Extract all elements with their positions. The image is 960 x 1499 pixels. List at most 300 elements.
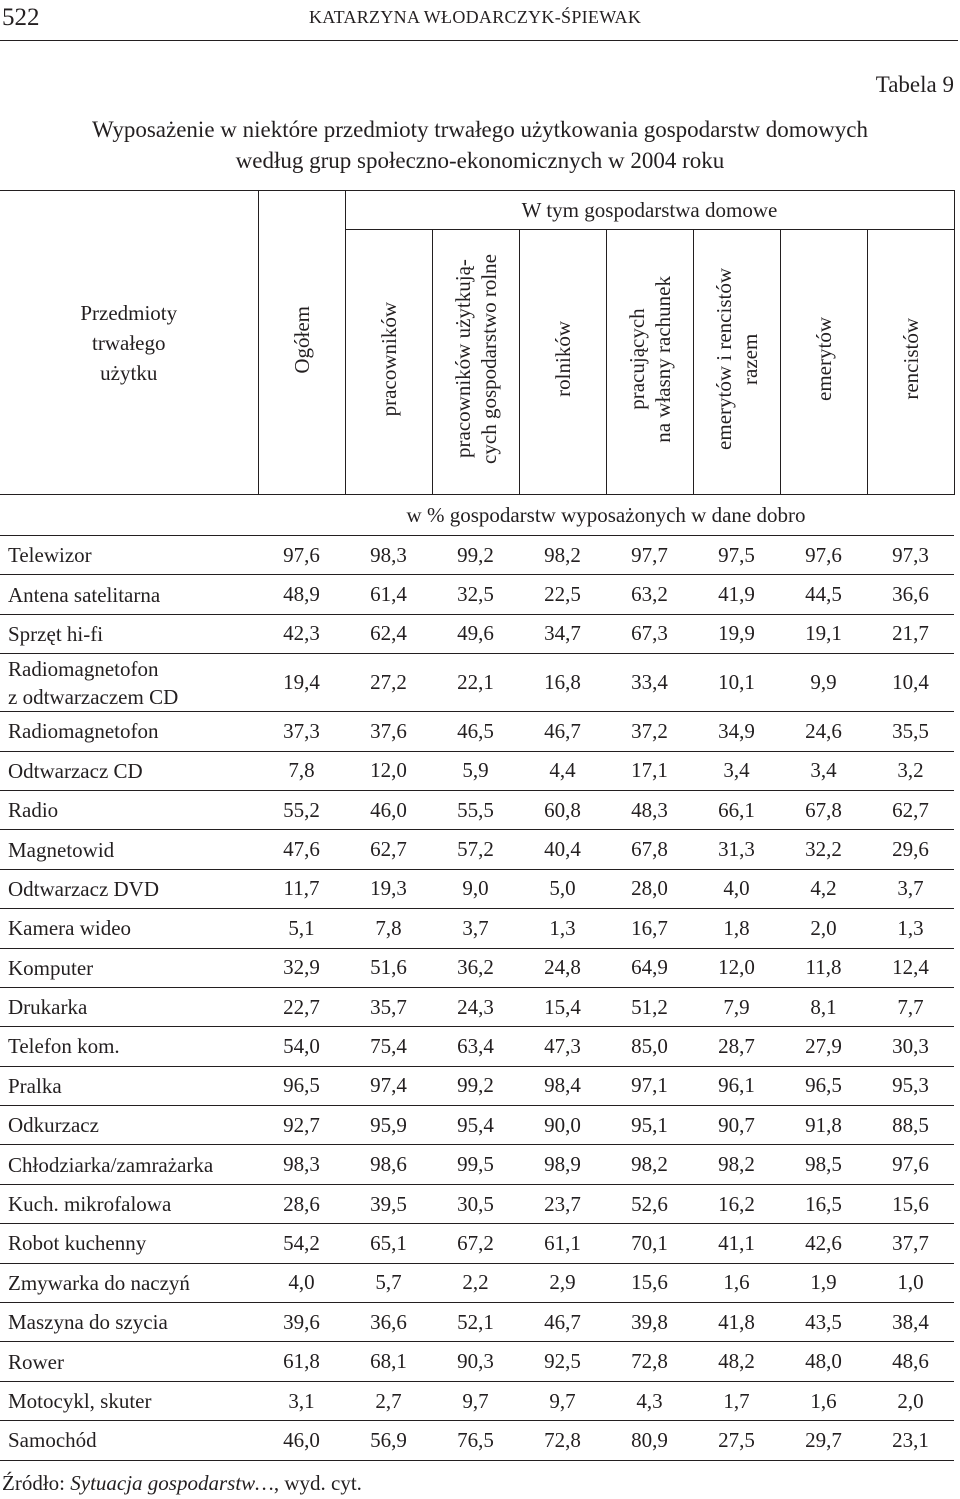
- value-cell: 7,8: [258, 751, 345, 790]
- value-cell: 47,6: [258, 830, 345, 869]
- table-row: [0, 712, 954, 751]
- value-cell: 22,5: [519, 575, 606, 614]
- row-label: [0, 1027, 258, 1066]
- value-cell: 5,9: [432, 751, 519, 790]
- column-header: [693, 230, 780, 495]
- value-cell: 55,5: [432, 790, 519, 829]
- value-cell: 15,4: [519, 987, 606, 1026]
- value-cell: 5,7: [345, 1263, 432, 1302]
- value-cell: 98,3: [258, 1145, 345, 1184]
- value-cell: 99,2: [432, 1066, 519, 1105]
- value-cell: 97,7: [606, 536, 693, 575]
- row-label-line: Komputer: [8, 955, 94, 980]
- row-label: [0, 1342, 258, 1381]
- table-row: [0, 1184, 954, 1223]
- value-cell: 48,9: [258, 575, 345, 614]
- row-label: [0, 1263, 258, 1302]
- value-cell: 1,6: [780, 1381, 867, 1420]
- value-cell: 51,2: [606, 987, 693, 1026]
- value-cell: 36,2: [432, 948, 519, 987]
- value-cell: 19,3: [345, 869, 432, 908]
- value-cell: 2,0: [867, 1381, 954, 1420]
- value-cell: 65,1: [345, 1224, 432, 1263]
- row-header-line: trwałego: [92, 330, 166, 355]
- row-label-line: Chłodziarka/zamrażarka: [8, 1152, 214, 1177]
- value-cell: 46,0: [345, 790, 432, 829]
- value-cell: 12,0: [345, 751, 432, 790]
- running-head-author: KATARZYNA WŁODARCZYK-ŚPIEWAK: [309, 7, 642, 27]
- column-header-line: emerytów i rencistów: [711, 268, 736, 450]
- value-cell: 9,9: [780, 654, 867, 712]
- column-header: [867, 230, 954, 495]
- value-cell: 39,6: [258, 1303, 345, 1342]
- value-cell: 70,1: [606, 1224, 693, 1263]
- row-header-cell: [0, 191, 258, 495]
- page-number: 522: [2, 4, 40, 31]
- row-label-line: Kuch. mikrofalowa: [8, 1192, 172, 1217]
- table-row: [0, 1066, 954, 1105]
- row-label: [0, 1224, 258, 1263]
- value-cell: 51,6: [345, 948, 432, 987]
- value-cell: 10,4: [867, 654, 954, 712]
- value-cell: 63,4: [432, 1027, 519, 1066]
- value-cell: 10,1: [693, 654, 780, 712]
- value-cell: 36,6: [345, 1303, 432, 1342]
- value-cell: 34,7: [519, 614, 606, 653]
- column-header-line: pracowników użytkują-: [450, 259, 475, 459]
- value-cell: 30,3: [867, 1027, 954, 1066]
- value-cell: 7,9: [693, 987, 780, 1026]
- value-cell: 19,1: [780, 614, 867, 653]
- value-cell: 35,7: [345, 987, 432, 1026]
- table-row: [0, 1106, 954, 1145]
- value-cell: 88,5: [867, 1106, 954, 1145]
- value-cell: 97,6: [258, 536, 345, 575]
- value-cell: 60,8: [519, 790, 606, 829]
- value-cell: 62,7: [867, 790, 954, 829]
- value-cell: 91,8: [780, 1106, 867, 1145]
- column-header-text: [450, 254, 502, 464]
- table-row: [0, 1027, 954, 1066]
- value-cell: 98,4: [519, 1066, 606, 1105]
- unit-spacer-cell: [0, 495, 258, 536]
- value-cell: 23,7: [519, 1184, 606, 1223]
- column-header: [606, 230, 693, 495]
- column-header-line: rolników: [550, 321, 575, 397]
- value-cell: 98,2: [606, 1145, 693, 1184]
- value-cell: 66,1: [693, 790, 780, 829]
- column-header-overall: [258, 191, 345, 495]
- row-label-line: Odkurzacz: [8, 1113, 99, 1138]
- row-label-line: Radio: [8, 798, 59, 823]
- value-cell: 23,1: [867, 1421, 954, 1460]
- value-cell: 97,6: [867, 1145, 954, 1184]
- value-cell: 12,4: [867, 948, 954, 987]
- value-cell: 67,3: [606, 614, 693, 653]
- value-cell: 41,1: [693, 1224, 780, 1263]
- value-cell: 96,5: [780, 1066, 867, 1105]
- value-cell: 92,5: [519, 1342, 606, 1381]
- value-cell: 39,5: [345, 1184, 432, 1223]
- value-cell: 67,2: [432, 1224, 519, 1263]
- value-cell: 9,7: [519, 1381, 606, 1420]
- value-cell: 56,9: [345, 1421, 432, 1460]
- value-cell: 35,5: [867, 712, 954, 751]
- value-cell: 46,7: [519, 712, 606, 751]
- value-cell: 95,3: [867, 1066, 954, 1105]
- row-label: [0, 1145, 258, 1184]
- row-label: [0, 614, 258, 653]
- column-header-text: [550, 321, 576, 397]
- table-row: [0, 1145, 954, 1184]
- value-cell: 76,5: [432, 1421, 519, 1460]
- value-cell: 96,1: [693, 1066, 780, 1105]
- value-cell: 37,6: [345, 712, 432, 751]
- value-cell: 46,7: [519, 1303, 606, 1342]
- value-cell: 5,1: [258, 909, 345, 948]
- column-header: [519, 230, 606, 495]
- value-cell: 19,4: [258, 654, 345, 712]
- table-row: [0, 1224, 954, 1263]
- row-label-line: Maszyna do szycia: [8, 1310, 168, 1335]
- value-cell: 7,8: [345, 909, 432, 948]
- value-cell: 28,7: [693, 1027, 780, 1066]
- value-cell: 97,6: [780, 536, 867, 575]
- value-cell: 15,6: [867, 1184, 954, 1223]
- table-row: [0, 948, 954, 987]
- value-cell: 46,0: [258, 1421, 345, 1460]
- value-cell: 2,7: [345, 1381, 432, 1420]
- row-label-line: Odtwarzacz DVD: [8, 876, 160, 901]
- value-cell: 27,2: [345, 654, 432, 712]
- value-cell: 67,8: [780, 790, 867, 829]
- column-header-line: cych gospodarstwo rolne: [476, 254, 501, 464]
- column-header: [432, 230, 519, 495]
- row-label-line: Odtwarzacz CD: [8, 758, 143, 783]
- value-cell: 43,5: [780, 1303, 867, 1342]
- value-cell: 21,7: [867, 614, 954, 653]
- value-cell: 2,2: [432, 1263, 519, 1302]
- value-cell: 75,4: [345, 1027, 432, 1066]
- value-cell: 98,2: [519, 536, 606, 575]
- value-cell: 16,7: [606, 909, 693, 948]
- value-cell: 3,4: [780, 751, 867, 790]
- value-cell: 3,7: [867, 869, 954, 908]
- source-prefix: Źródło:: [2, 1471, 71, 1495]
- column-header-line: razem: [737, 333, 762, 385]
- data-table: [0, 190, 955, 1461]
- table-title-line-1: Wyposażenie w niektóre przedmioty trwałego użytkowania gospodarstw domowych: [92, 117, 868, 142]
- value-cell: 54,0: [258, 1027, 345, 1066]
- value-cell: 48,6: [867, 1342, 954, 1381]
- row-label-line: Kamera wideo: [8, 916, 132, 941]
- value-cell: 7,7: [867, 987, 954, 1026]
- row-label: [0, 536, 258, 575]
- source-title: Sytuacja gospodarstw…: [70, 1471, 274, 1495]
- value-cell: 63,2: [606, 575, 693, 614]
- value-cell: 85,0: [606, 1027, 693, 1066]
- running-head: [0, 0, 958, 41]
- value-cell: 34,9: [693, 712, 780, 751]
- table-title-line-2: według grup społeczno-ekonomicznych w 2004 roku: [235, 148, 725, 173]
- value-cell: 24,6: [780, 712, 867, 751]
- column-group-header: W tym gospodarstwa domowe: [345, 191, 954, 230]
- value-cell: 22,7: [258, 987, 345, 1026]
- row-label-line: Motocykl, skuter: [8, 1389, 152, 1413]
- row-label-line: Radiomagnetofon: [8, 719, 159, 744]
- value-cell: 61,1: [519, 1224, 606, 1263]
- value-cell: 9,7: [432, 1381, 519, 1420]
- value-cell: 4,3: [606, 1381, 693, 1420]
- column-header-text: [711, 268, 763, 450]
- value-cell: 1,6: [693, 1263, 780, 1302]
- row-label: [0, 1184, 258, 1223]
- value-cell: 92,7: [258, 1106, 345, 1145]
- value-cell: 95,9: [345, 1106, 432, 1145]
- value-cell: 99,2: [432, 536, 519, 575]
- table-row: [0, 1303, 954, 1342]
- value-cell: 15,6: [606, 1263, 693, 1302]
- value-cell: 5,0: [519, 869, 606, 908]
- value-cell: 98,3: [345, 536, 432, 575]
- row-label: [0, 1106, 258, 1145]
- row-label: [0, 575, 258, 614]
- row-header-line: użytku: [100, 360, 158, 385]
- value-cell: 16,5: [780, 1184, 867, 1223]
- value-cell: 54,2: [258, 1224, 345, 1263]
- value-cell: 97,4: [345, 1066, 432, 1105]
- value-cell: 12,0: [693, 948, 780, 987]
- column-header-text: [811, 317, 837, 401]
- value-cell: 1,9: [780, 1263, 867, 1302]
- value-cell: 3,4: [693, 751, 780, 790]
- value-cell: 1,7: [693, 1381, 780, 1420]
- value-cell: 90,0: [519, 1106, 606, 1145]
- value-cell: 4,0: [693, 869, 780, 908]
- value-cell: 36,6: [867, 575, 954, 614]
- column-header-line: na własny rachunek: [650, 275, 675, 443]
- row-label: [0, 948, 258, 987]
- value-cell: 3,7: [432, 909, 519, 948]
- column-header-overall-text: Ogółem: [289, 305, 314, 374]
- value-cell: 62,7: [345, 830, 432, 869]
- value-cell: 68,1: [345, 1342, 432, 1381]
- source-note: [2, 1471, 362, 1496]
- value-cell: 28,6: [258, 1184, 345, 1223]
- value-cell: 61,8: [258, 1342, 345, 1381]
- value-cell: 38,4: [867, 1303, 954, 1342]
- value-cell: 3,2: [867, 751, 954, 790]
- value-cell: 47,3: [519, 1027, 606, 1066]
- value-cell: 8,1: [780, 987, 867, 1026]
- row-label-line: Telefon kom.: [8, 1034, 120, 1059]
- row-label: [0, 869, 258, 908]
- row-label: [0, 909, 258, 948]
- value-cell: 42,6: [780, 1224, 867, 1263]
- value-cell: 24,8: [519, 948, 606, 987]
- value-cell: 4,4: [519, 751, 606, 790]
- column-header: [345, 230, 432, 495]
- table-row: [0, 909, 954, 948]
- row-label-line: Sprzęt hi-fi: [8, 621, 104, 646]
- column-header-text: [898, 318, 924, 400]
- column-header-line: emerytów: [811, 317, 836, 401]
- value-cell: 97,5: [693, 536, 780, 575]
- value-cell: 32,9: [258, 948, 345, 987]
- value-cell: 48,0: [780, 1342, 867, 1381]
- table-row: [0, 987, 954, 1026]
- row-label: [0, 830, 258, 869]
- table-row: [0, 1381, 954, 1420]
- value-cell: 98,9: [519, 1145, 606, 1184]
- value-cell: 30,5: [432, 1184, 519, 1223]
- value-cell: 41,9: [693, 575, 780, 614]
- value-cell: 4,2: [780, 869, 867, 908]
- table-row: [0, 1342, 954, 1381]
- column-header-line: pracowników: [376, 301, 401, 417]
- value-cell: 52,1: [432, 1303, 519, 1342]
- table-row: [0, 654, 954, 712]
- value-cell: 27,5: [693, 1421, 780, 1460]
- table-row: [0, 536, 954, 575]
- value-cell: 90,7: [693, 1106, 780, 1145]
- column-header: [780, 230, 867, 495]
- value-cell: 1,0: [867, 1263, 954, 1302]
- value-cell: 1,3: [519, 909, 606, 948]
- value-cell: 67,8: [606, 830, 693, 869]
- table-row: [0, 614, 954, 653]
- value-cell: 44,5: [780, 575, 867, 614]
- value-cell: 16,8: [519, 654, 606, 712]
- value-cell: 72,8: [606, 1342, 693, 1381]
- row-label: [0, 987, 258, 1026]
- table-row: [0, 869, 954, 908]
- value-cell: 48,3: [606, 790, 693, 829]
- row-label-line: Pralka: [8, 1073, 62, 1098]
- row-label: [0, 1381, 258, 1420]
- table-row: [0, 790, 954, 829]
- row-label-line: Radiomagnetofon: [8, 656, 159, 681]
- value-cell: 29,6: [867, 830, 954, 869]
- value-cell: 17,1: [606, 751, 693, 790]
- value-cell: 55,2: [258, 790, 345, 829]
- value-cell: 96,5: [258, 1066, 345, 1105]
- value-cell: 9,0: [432, 869, 519, 908]
- value-cell: 11,8: [780, 948, 867, 987]
- row-label: [0, 751, 258, 790]
- value-cell: 57,2: [432, 830, 519, 869]
- value-cell: 95,4: [432, 1106, 519, 1145]
- row-label: [0, 712, 258, 751]
- row-label-line: Telewizor: [8, 543, 92, 568]
- value-cell: 27,9: [780, 1027, 867, 1066]
- table-header: [0, 191, 954, 536]
- row-label-line: Magnetowid: [8, 837, 115, 862]
- value-cell: 95,1: [606, 1106, 693, 1145]
- column-header-text: [376, 302, 402, 416]
- row-label-line: Rower: [8, 1349, 64, 1374]
- row-label: [0, 1421, 258, 1460]
- value-cell: 80,9: [606, 1421, 693, 1460]
- value-cell: 42,3: [258, 614, 345, 653]
- value-cell: 3,1: [258, 1381, 345, 1420]
- table-number: Tabela 9: [875, 72, 954, 97]
- value-cell: 49,6: [432, 614, 519, 653]
- value-cell: 1,8: [693, 909, 780, 948]
- value-cell: 28,0: [606, 869, 693, 908]
- row-header-line: Przedmioty: [80, 300, 178, 325]
- row-label-line: Drukarka: [8, 995, 88, 1020]
- value-cell: 37,3: [258, 712, 345, 751]
- value-cell: 48,2: [693, 1342, 780, 1381]
- value-cell: 64,9: [606, 948, 693, 987]
- value-cell: 19,9: [693, 614, 780, 653]
- row-label-line: Antena satelitarna: [8, 582, 161, 607]
- value-cell: 97,1: [606, 1066, 693, 1105]
- table-body: [0, 536, 954, 1461]
- table-row: [0, 1263, 954, 1302]
- value-cell: 98,5: [780, 1145, 867, 1184]
- row-label: [0, 1303, 258, 1342]
- value-cell: 72,8: [519, 1421, 606, 1460]
- unit-label: w % gospodarstw wyposażonych w dane dobro: [258, 495, 954, 536]
- value-cell: 37,7: [867, 1224, 954, 1263]
- value-cell: 40,4: [519, 830, 606, 869]
- table-row: [0, 1421, 954, 1460]
- value-cell: 52,6: [606, 1184, 693, 1223]
- row-label-line: Zmywarka do naczyń: [8, 1270, 190, 1295]
- value-cell: 16,2: [693, 1184, 780, 1223]
- value-cell: 32,2: [780, 830, 867, 869]
- value-cell: 4,0: [258, 1263, 345, 1302]
- row-label: [0, 1066, 258, 1105]
- row-label-line: Robot kuchenny: [8, 1231, 147, 1256]
- column-header-text: [624, 276, 676, 443]
- value-cell: 11,7: [258, 869, 345, 908]
- value-cell: 39,8: [606, 1303, 693, 1342]
- value-cell: 97,3: [867, 536, 954, 575]
- source-suffix: , wyd. cyt.: [273, 1471, 362, 1495]
- row-label-line: Samochód: [8, 1428, 97, 1453]
- value-cell: 29,7: [780, 1421, 867, 1460]
- value-cell: 62,4: [345, 614, 432, 653]
- column-header-line: pracujących: [624, 308, 649, 410]
- value-cell: 32,5: [432, 575, 519, 614]
- value-cell: 2,0: [780, 909, 867, 948]
- table-row: [0, 575, 954, 614]
- value-cell: 98,2: [693, 1145, 780, 1184]
- value-cell: 61,4: [345, 575, 432, 614]
- value-cell: 90,3: [432, 1342, 519, 1381]
- value-cell: 24,3: [432, 987, 519, 1026]
- column-header-line: rencistów: [898, 318, 923, 400]
- row-label: [0, 654, 258, 712]
- table-row: [0, 830, 954, 869]
- value-cell: 1,3: [867, 909, 954, 948]
- value-cell: 37,2: [606, 712, 693, 751]
- value-cell: 98,6: [345, 1145, 432, 1184]
- value-cell: 22,1: [432, 654, 519, 712]
- value-cell: 33,4: [606, 654, 693, 712]
- row-label-line: z odtwarzaczem CD: [8, 684, 179, 709]
- value-cell: 2,9: [519, 1263, 606, 1302]
- value-cell: 31,3: [693, 830, 780, 869]
- value-cell: 46,5: [432, 712, 519, 751]
- table-row: [0, 751, 954, 790]
- value-cell: 99,5: [432, 1145, 519, 1184]
- value-cell: 41,8: [693, 1303, 780, 1342]
- table-title: [0, 114, 960, 176]
